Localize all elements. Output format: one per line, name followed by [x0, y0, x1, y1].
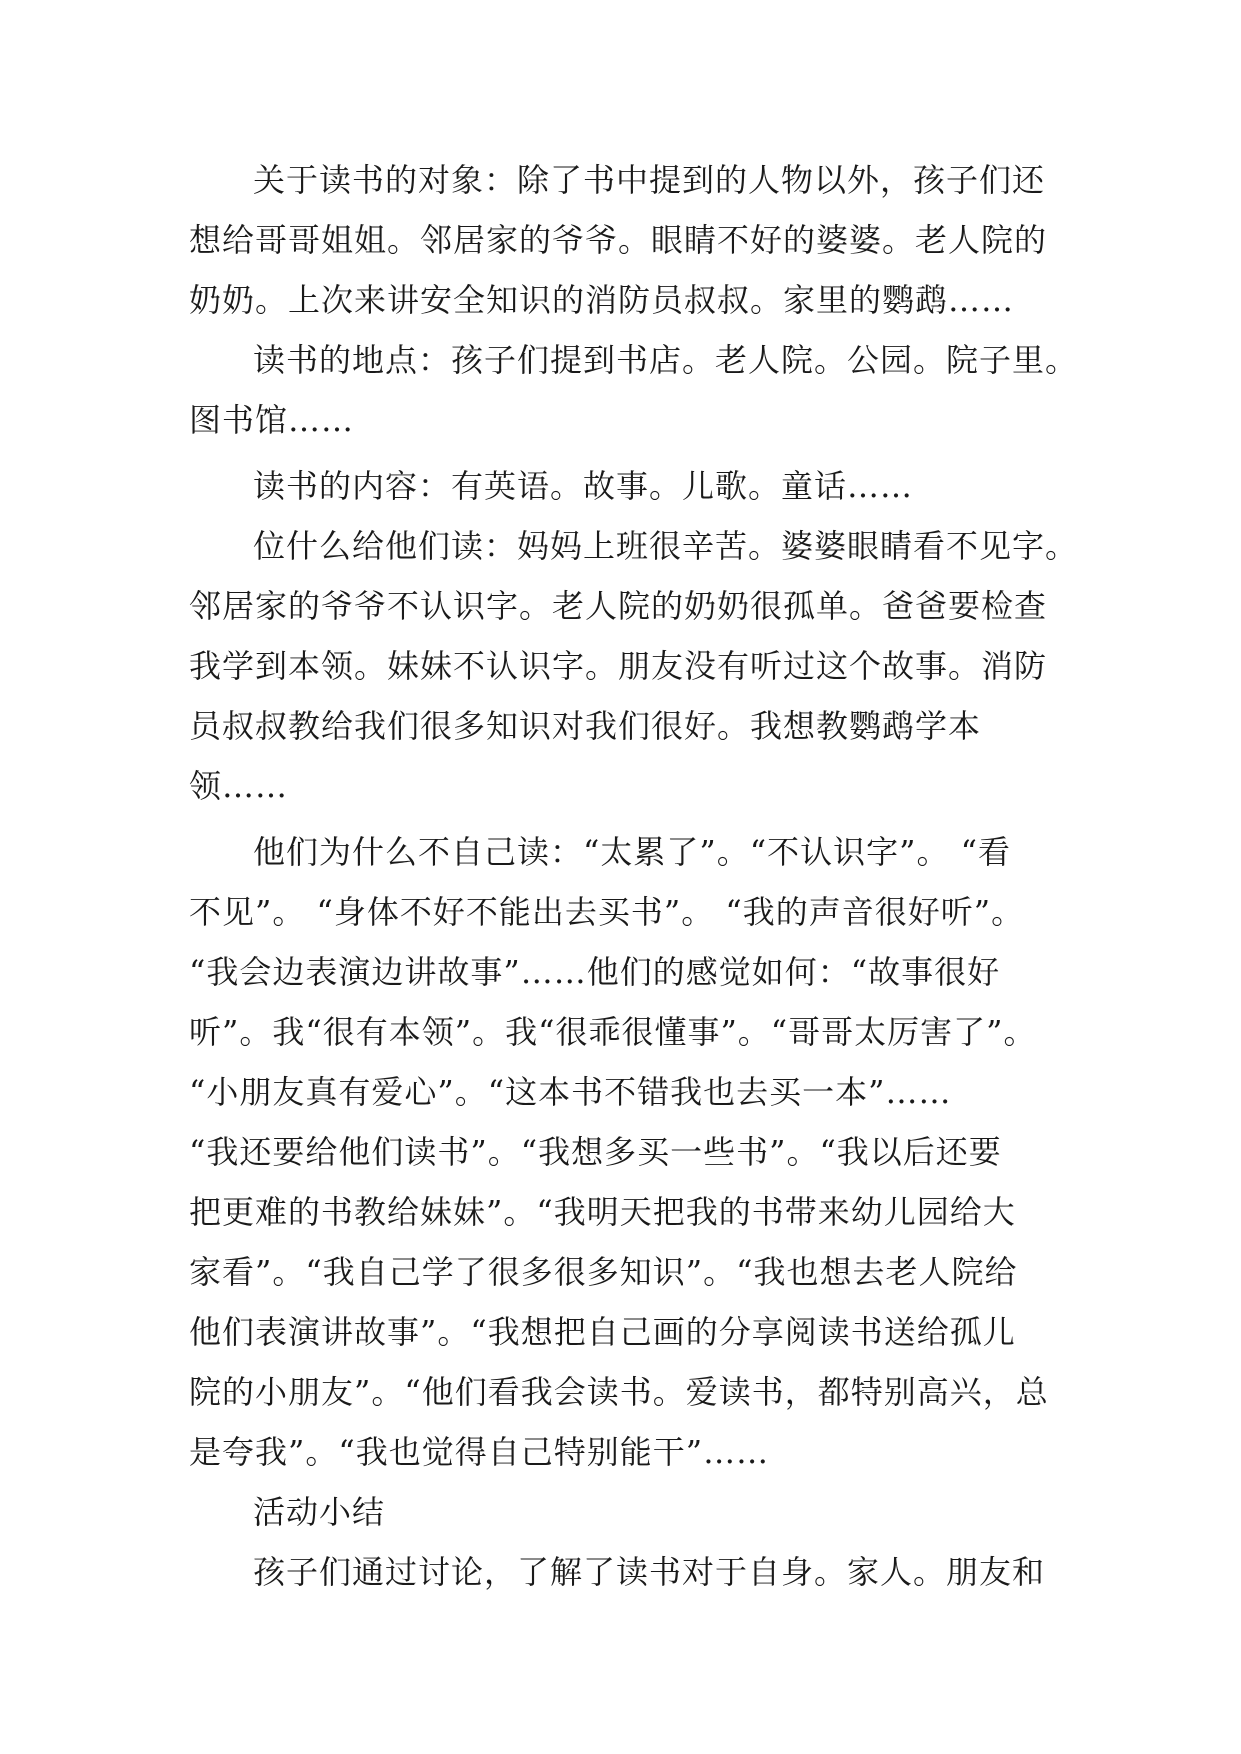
- paragraph-line: 他们为什么不自己读：“太累了”。“不认识字”。 “看: [253, 833, 1011, 871]
- paragraph-line: 听”。我“很有本领”。我“很乖很懂事”。“哥哥太厉害了”。: [189, 1013, 1037, 1051]
- paragraph-line: 想给哥哥姐姐。邻居家的爷爷。眼睛不好的婆婆。老人院的: [189, 221, 1048, 259]
- paragraph-line: 奶奶。上次来讲安全知识的消防员叔叔。家里的鹦鹉……: [189, 281, 1015, 319]
- paragraph-line: “我会边表演边讲故事”……他们的感觉如何：“故事很好: [189, 953, 1001, 991]
- paragraph-line: 孩子们通过讨论，了解了读书对于自身。家人。朋友和: [253, 1553, 1046, 1591]
- paragraph-line: “我还要给他们读书”。“我想多买一些书”。“我以后还要: [189, 1133, 1002, 1171]
- paragraph-line: 把更难的书教给妹妹”。“我明天把我的书带来幼儿园给大: [189, 1193, 1016, 1231]
- paragraph-line: 邻居家的爷爷不认识字。老人院的奶奶很孤单。爸爸要检查: [189, 587, 1048, 625]
- paragraph-line: 位什么给他们读：妈妈上班很辛苦。婆婆眼睛看不见字。: [253, 527, 1079, 565]
- paragraph-line: 图书馆……: [189, 401, 355, 439]
- paragraph-line: 读书的内容：有英语。故事。儿歌。童话……: [253, 467, 914, 505]
- paragraph-line: 我学到本领。妹妹不认识字。朋友没有听过这个故事。消防: [189, 647, 1048, 685]
- paragraph-line: “小朋友真有爱心”。“这本书不错我也去买一本”……: [189, 1073, 952, 1111]
- paragraph-line: 不见”。 “身体不好不能出去买书”。 “我的声音很好听”。: [189, 893, 1025, 931]
- paragraph-line: 领……: [189, 767, 289, 805]
- section-heading: 活动小结: [253, 1493, 386, 1531]
- paragraph-line: 读书的地点：孩子们提到书店。老人院。公园。院子里。: [253, 341, 1079, 379]
- paragraph-line: 他们表演讲故事”。“我想把自己画的分享阅读书送给孤儿: [189, 1313, 1016, 1351]
- paragraph-line: 家看”。“我自己学了很多很多知识”。“我也想去老人院给: [189, 1253, 1018, 1291]
- paragraph-line: 员叔叔教给我们很多知识对我们很好。我想教鹦鹉学本: [189, 707, 982, 745]
- paragraph-line: 院的小朋友”。“他们看我会读书。爱读书，都特别高兴，总: [189, 1373, 1049, 1411]
- body-text: [189, 150, 1079, 1602]
- paragraph-line: 是夸我”。“我也觉得自己特别能干”……: [189, 1433, 770, 1471]
- paragraph-line: 关于读书的对象：除了书中提到的人物以外，孩子们还: [253, 161, 1046, 199]
